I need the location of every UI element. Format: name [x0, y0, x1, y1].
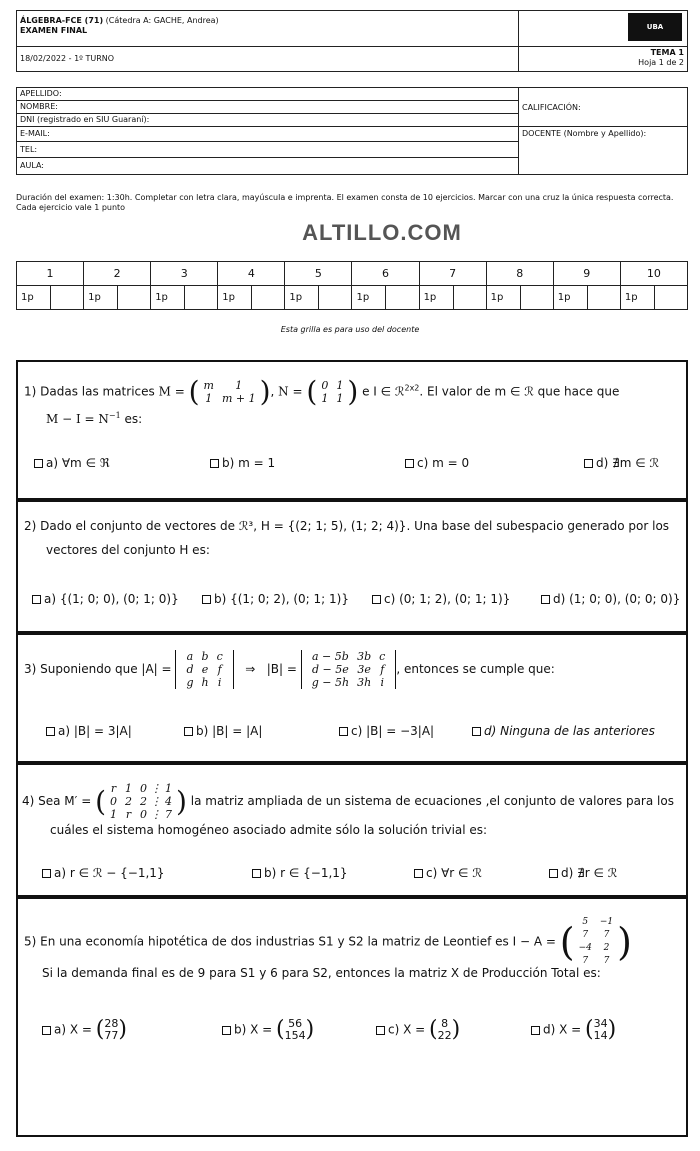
q2-option-a[interactable] [32, 592, 179, 606]
q1-option-c-label: c) m = 0 [417, 456, 470, 470]
grid-number: 4 [218, 262, 285, 286]
row-line [16, 126, 688, 127]
checkbox[interactable] [32, 595, 41, 604]
grid-score-cell[interactable] [185, 286, 218, 310]
grid-score-cell[interactable] [51, 286, 84, 310]
vector-bottom: 154 [284, 1029, 306, 1042]
q5-option-b[interactable] [222, 1016, 314, 1044]
checkbox[interactable] [472, 727, 481, 736]
vector-bottom: 77 [104, 1029, 119, 1042]
exam-date: 18/02/2022 - 1º TURNO [20, 54, 115, 63]
nombre-field[interactable]: NOMBRE: [20, 102, 58, 111]
q2-option-b[interactable] [202, 592, 349, 606]
paren-left: ( [559, 920, 575, 964]
vector-top: 56 [288, 1017, 303, 1030]
paren-left: ( [188, 375, 200, 408]
matrix-b: a − 5b 3b c d − 5e 3e f g − 5h 3h i [311, 650, 386, 689]
q5-text-2: Si la demanda final es de 9 para S1 y 6 para S2, entonces la matriz X de Producción Total es: [42, 966, 601, 980]
q1-option-d-label: d) ∄m ∈ ℛ [596, 456, 660, 470]
checkbox[interactable] [210, 459, 219, 468]
q1-option-b-label: b) m = 1 [222, 456, 276, 470]
grid-number: 9 [553, 262, 620, 286]
checkbox[interactable] [531, 1026, 540, 1035]
q2-option-d[interactable] [541, 592, 680, 606]
q5-option-a-label: a) X = [54, 1022, 92, 1037]
vector-top: 8 [441, 1017, 449, 1030]
aula-field[interactable]: AULA: [20, 161, 44, 170]
q5-option-d[interactable] [531, 1016, 616, 1044]
vector-top: 34 [593, 1017, 608, 1030]
det-b [301, 650, 397, 689]
matrix-m: m 1 1 m + 1 [203, 379, 256, 405]
q1-option-d[interactable] [584, 456, 659, 470]
chair-name: (Cátedra A: GACHE, Andrea) [105, 16, 219, 25]
vector-c [438, 1018, 452, 1042]
paren-left: ( [276, 1017, 285, 1042]
grid-points: 1p [486, 286, 520, 310]
checkbox[interactable] [584, 459, 593, 468]
q5-option-b-label: b) X = [234, 1022, 273, 1037]
dni-field[interactable]: DNI (registrado en SIU Guaraní): [20, 115, 150, 124]
checkbox[interactable] [184, 727, 193, 736]
q3-option-b[interactable] [184, 724, 262, 738]
checkbox[interactable] [541, 595, 550, 604]
q1-text-a: 1) Dadas las matrices [24, 384, 155, 399]
grid-points: 1p [17, 286, 51, 310]
vector-b [285, 1018, 306, 1042]
paren-right: ) [259, 375, 271, 408]
row-line [16, 157, 519, 158]
apellido-field[interactable]: APELLIDO: [20, 89, 62, 98]
checkbox[interactable] [42, 869, 51, 878]
q3-statement [24, 650, 555, 689]
q1-statement: 1) Dadas las matrices M = ( m 1 1 m + 1 ), N = ( 0 1 1 1 ) e I ∈ ℛ$^{2x2}$. El valor de m ∈ ℛ que hace que [24, 375, 620, 408]
paren-right: ) [305, 1017, 315, 1042]
q5-statement [24, 916, 632, 968]
q4-text-2: cuáles el sistema homogéneo asociado admite sólo la solución trivial es: [50, 823, 488, 837]
q3-option-c-label: c) |B| = −3|A| [351, 724, 435, 738]
paren-right: ) [607, 1017, 617, 1042]
email-field[interactable]: E-MAIL: [20, 129, 50, 138]
header-divider-v [518, 10, 519, 72]
q5-option-c[interactable] [376, 1016, 460, 1044]
q2-option-d-label: d) (1; 0; 0), (0; 0; 0)} [553, 592, 681, 606]
vector-top: 28 [104, 1017, 119, 1030]
instructions: Duración del examen: 1:30h. Completar con letra clara, mayúscula e imprenta. El examen consta de 10 ejercicios. Marcar con una cruz la única respuesta correcta. Cada ejercicio vale 1 punto [16, 193, 674, 212]
grid-score-cell[interactable] [587, 286, 620, 310]
grid-number: 2 [84, 262, 151, 286]
checkbox[interactable] [34, 459, 43, 468]
q2-option-c-label: c) (0; 1; 2), (0; 1; 1)} [384, 592, 511, 606]
q2-option-b-label: b) {(1; 0; 2), (0; 1; 1)} [214, 592, 349, 606]
checkbox[interactable] [405, 459, 414, 468]
checkbox[interactable] [252, 869, 261, 878]
q4-statement [22, 782, 674, 821]
grid-points: 1p [218, 286, 252, 310]
grid-points: 1p [285, 286, 319, 310]
vector-bottom: 14 [593, 1029, 608, 1042]
watermark: ALTILLO.COM [302, 220, 462, 245]
grid-number: 7 [419, 262, 486, 286]
q4-option-a[interactable] [42, 866, 165, 880]
q1-text-c: . El valor de m ∈ ℛ que hace que [419, 384, 620, 399]
checkbox[interactable] [202, 595, 211, 604]
q3-text-b: |B| = [266, 662, 297, 676]
grid-score-cell[interactable] [654, 286, 687, 310]
checkbox[interactable] [339, 727, 348, 736]
q1-option-c[interactable] [405, 456, 469, 470]
grid-points: 1p [419, 286, 453, 310]
grid-number: 8 [486, 262, 553, 286]
grid-score-cell[interactable] [118, 286, 151, 310]
matrix-a: a b c d e f g h i [186, 650, 223, 689]
q1-matrix-m: M = [158, 384, 185, 399]
hoja-label: Hoja 1 de 2 [638, 58, 684, 67]
q4-option-b[interactable] [252, 866, 348, 880]
q1-inv: −1 [108, 411, 121, 420]
grid-points: 1p [151, 286, 185, 310]
q3-text-a: 3) Suponiendo que |A| = [24, 662, 172, 676]
q4-option-b-label: b) r ∈ {−1,1} [264, 866, 348, 880]
q1-option-b[interactable] [210, 456, 275, 470]
grid-points: 1p [553, 286, 587, 310]
checkbox[interactable] [42, 1026, 51, 1035]
grid-number: 5 [285, 262, 352, 286]
paren-left: ( [95, 784, 107, 818]
grid-score-cell[interactable] [319, 286, 352, 310]
q3-option-d[interactable] [472, 724, 655, 738]
vector-bottom: 22 [437, 1029, 452, 1042]
matrix-n: 0 1 1 1 [321, 379, 344, 405]
q5-option-a[interactable] [42, 1016, 127, 1044]
grid-note: Esta grilla es para uso del docente [280, 325, 420, 334]
grid-number: 3 [151, 262, 218, 286]
q5-option-d-label: d) X = [543, 1022, 582, 1037]
paren-left: ( [429, 1017, 438, 1042]
docente-field[interactable]: DOCENTE (Nombre y Apellido): [522, 129, 647, 138]
grid-number: 10 [620, 262, 687, 286]
grid-score-cell[interactable] [520, 286, 553, 310]
paren-right: ) [451, 1017, 461, 1042]
q3-option-c[interactable] [339, 724, 434, 738]
q2-option-a-label: a) {(1; 0; 0), (0; 1; 0)} [44, 592, 179, 606]
row-line [16, 100, 519, 101]
grid-points: 1p [84, 286, 118, 310]
q5-option-c-label: c) X = [388, 1022, 426, 1037]
paren-right: ) [347, 375, 359, 408]
q4-option-d[interactable] [549, 866, 617, 880]
q3-option-d-label: d) Ninguna de las anteriores [484, 724, 655, 738]
checkbox[interactable] [372, 595, 381, 604]
q2-text-1: 2) Dado el conjunto de vectores de ℛ³, H = {(2; 1; 5), (1; 2; 4)}. Una base del subespacio generado por los [24, 519, 670, 533]
row-line [16, 141, 519, 142]
vector-a [104, 1018, 118, 1042]
header-divider-h [16, 46, 688, 47]
tel-field[interactable]: TEL: [20, 145, 38, 154]
grid-points: 1p [352, 286, 386, 310]
course-title [20, 16, 219, 36]
paren-right: ) [617, 920, 632, 964]
exam-type: EXAMEN FINAL [20, 26, 88, 35]
q1-equation [46, 408, 142, 427]
q3-option-a[interactable] [46, 724, 132, 738]
tema-block [600, 48, 684, 68]
q1-matrix-n: N = [278, 384, 303, 399]
grid-points: 1p [620, 286, 654, 310]
q1-option-a-label: a) ∀m ∈ ℜ [46, 456, 110, 470]
q1-sup: 2x2 [404, 383, 420, 393]
grid-number: 6 [352, 262, 419, 286]
q3-option-b-label: b) |B| = |A| [196, 724, 263, 738]
q4-option-c[interactable] [414, 866, 482, 880]
q4-option-c-label: c) ∀r ∈ ℛ [426, 866, 482, 880]
checkbox[interactable] [549, 869, 558, 878]
paren-left: ( [585, 1017, 594, 1042]
paren-right: ) [176, 784, 187, 818]
q2-text-2: vectores del conjunto H es: [46, 543, 210, 557]
checkbox[interactable] [46, 727, 55, 736]
checkbox[interactable] [414, 869, 423, 878]
det-a [175, 650, 233, 689]
grid-score-cell[interactable] [453, 286, 486, 310]
q2-option-c[interactable] [372, 592, 510, 606]
q4-option-d-label: d) ∄r ∈ ℛ [561, 866, 618, 880]
q1-option-a[interactable] [34, 456, 110, 470]
q4-text-a: 4) Sea M′ = [22, 794, 92, 808]
matrix-leontief: 5 7 −1 7 −4 7 2 7 [578, 917, 614, 966]
row-line [16, 113, 519, 114]
grid-number: 1 [17, 262, 84, 286]
paren-left: ( [306, 375, 318, 408]
q3-option-a-label: a) |B| = 3|A| [58, 724, 132, 738]
checkbox[interactable] [376, 1026, 385, 1035]
course-name: ÁLGEBRA-FCE (71) [20, 16, 104, 25]
matrix-m-prime: r 1 0 ⋮ 1 0 2 2 ⋮ 4 1 r 0 ⋮ 7 [110, 782, 173, 821]
q1-text-d: M − I = N [46, 412, 109, 426]
q1-text-b: e I ∈ ℛ [362, 384, 405, 399]
grid-score-cell[interactable] [252, 286, 285, 310]
paren-right: ) [118, 1017, 127, 1042]
score-grid [16, 261, 688, 310]
q5-text-a: 5) En una economía hipotética de dos industrias S1 y S2 la matriz de Leontief es I − A = [24, 934, 556, 949]
q3-text-c: , entonces se cumple que: [396, 662, 555, 676]
arrow: ⇒ [245, 662, 256, 676]
tema-label: TEMA 1 [650, 48, 684, 57]
checkbox[interactable] [222, 1026, 231, 1035]
uba-logo: UBA [628, 13, 682, 41]
q4-option-a-label: a) r ∈ ℛ − {−1,1} [54, 866, 165, 880]
q1-text-e: es: [120, 412, 143, 426]
paren-left: ( [95, 1017, 105, 1042]
q4-text-b: la matriz ampliada de un sistema de ecuaciones ,el conjunto de valores para los [190, 794, 674, 808]
vector-d [594, 1018, 608, 1042]
grid-score-cell[interactable] [386, 286, 419, 310]
calificacion-field[interactable]: CALIFICACIÓN: [522, 103, 581, 112]
